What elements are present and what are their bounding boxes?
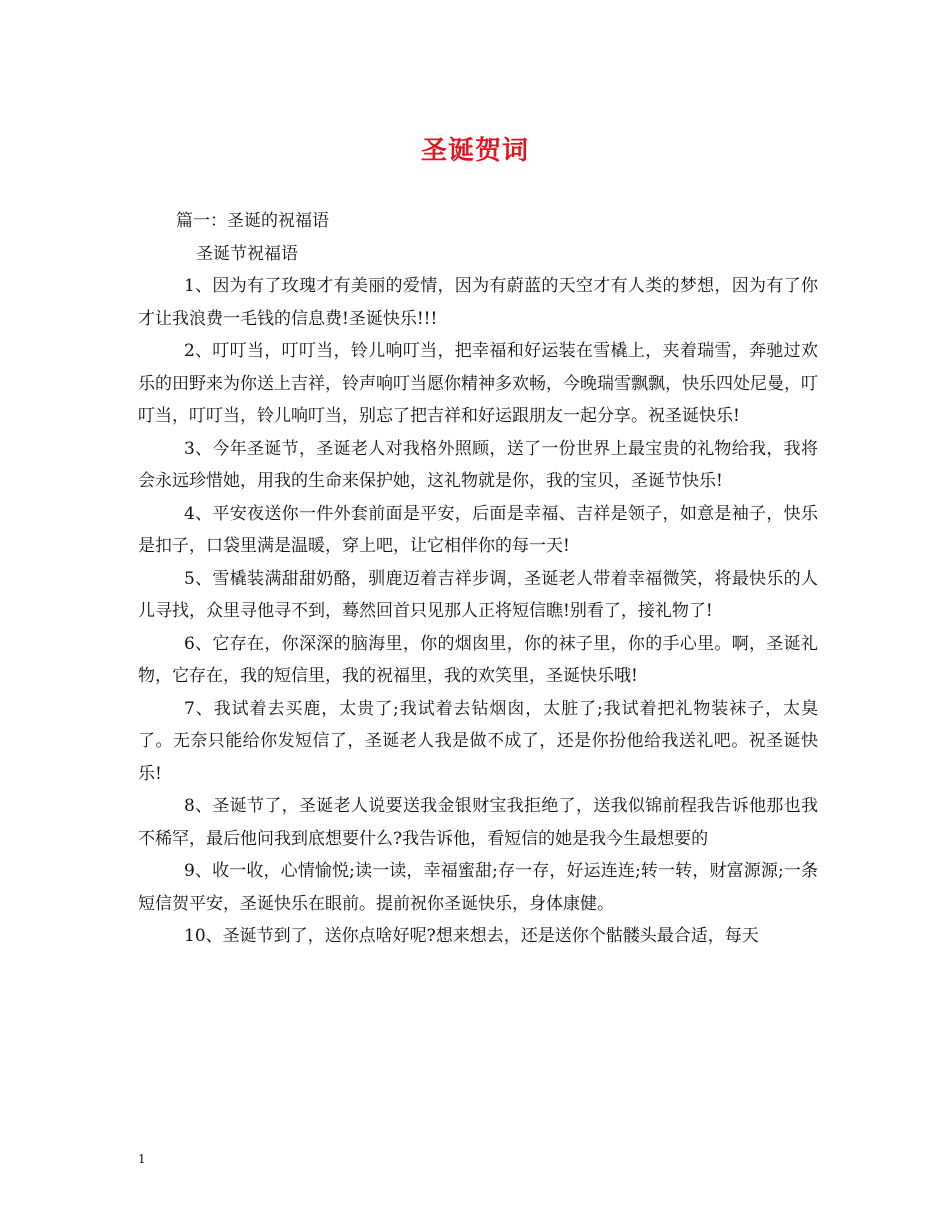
document-body bbox=[138, 205, 818, 953]
paragraph: 2、叮叮当，叮叮当，铃儿响叮当，把幸福和好运装在雪橇上，夹着瑞雪，奔驰过欢乐的田野来为你送上吉祥，铃声响叮当愿你精神多欢畅，今晚瑞雪飘飘，快乐四处尼曼，叮叮当，叮叮当，铃儿响叮当，别忘了把吉祥和好运跟朋友一起分享。祝圣诞快乐! bbox=[138, 341, 818, 426]
paragraph: 7、我试着去买鹿，太贵了;我试着去钻烟囱，太脏了;我试着把礼物装袜子，太臭了。无奈只能给你发短信了，圣诞老人我是做不成了，还是你扮他给我送礼吧。祝圣诞快乐! bbox=[138, 698, 818, 784]
document-title: 圣诞贺词 bbox=[420, 136, 529, 166]
paragraph: 6、它存在，你深深的脑海里，你的烟囱里，你的袜子里，你的手心里。啊，圣诞礼物，它存在，我的短信里，我的祝福里，我的欢笑里，圣诞快乐哦! bbox=[138, 633, 818, 686]
paragraph: 9、收一收，心情愉悦;读一读，幸福蜜甜;存一存，好运连连;转一转，财富源源;一条短信贺平安，圣诞快乐在眼前。提前祝你圣诞快乐，身体康健。 bbox=[138, 861, 818, 914]
sub-heading: 圣诞节祝福语 bbox=[196, 243, 298, 264]
paragraph: 4、平安夜送你一件外套前面是平安，后面是幸福、吉祥是领子，如意是袖子，快乐是扣子，口袋里满是温暖，穿上吧，让它相伴你的每一天! bbox=[138, 503, 818, 556]
paragraph: 5、雪橇装满甜甜奶酪，驯鹿迈着吉祥步调，圣诞老人带着幸福微笑，将最快乐的人儿寻找，众里寻他寻不到，蓦然回首只见那人正将短信瞧!别看了，接礼物了! bbox=[138, 568, 818, 621]
page-number: 1 bbox=[138, 1152, 146, 1166]
paragraph: 8、圣诞节了，圣诞老人说要送我金银财宝我拒绝了，送我似锦前程我告诉他那也我不稀罕，最后他问我到底想要什么?我告诉他，看短信的她是我今生最想要的 bbox=[138, 796, 818, 849]
paragraph: 10、圣诞节到了，送你点啥好呢?想来想去，还是送你个骷髅头最合适，每天 bbox=[184, 926, 759, 946]
paragraph: 1、因为有了玫瑰才有美丽的爱情，因为有蔚蓝的天空才有人类的梦想，因为有了你才让我浪费一毛钱的信息费!圣诞快乐!!! bbox=[138, 276, 818, 329]
section-heading: 篇一：圣诞的祝福语 bbox=[176, 211, 329, 231]
paragraph: 3、今年圣诞节，圣诞老人对我格外照顾，送了一份世界上最宝贵的礼物给我，我将会永远珍惜她，用我的生命来保护她，这礼物就是你，我的宝贝，圣诞节快乐! bbox=[138, 438, 818, 491]
